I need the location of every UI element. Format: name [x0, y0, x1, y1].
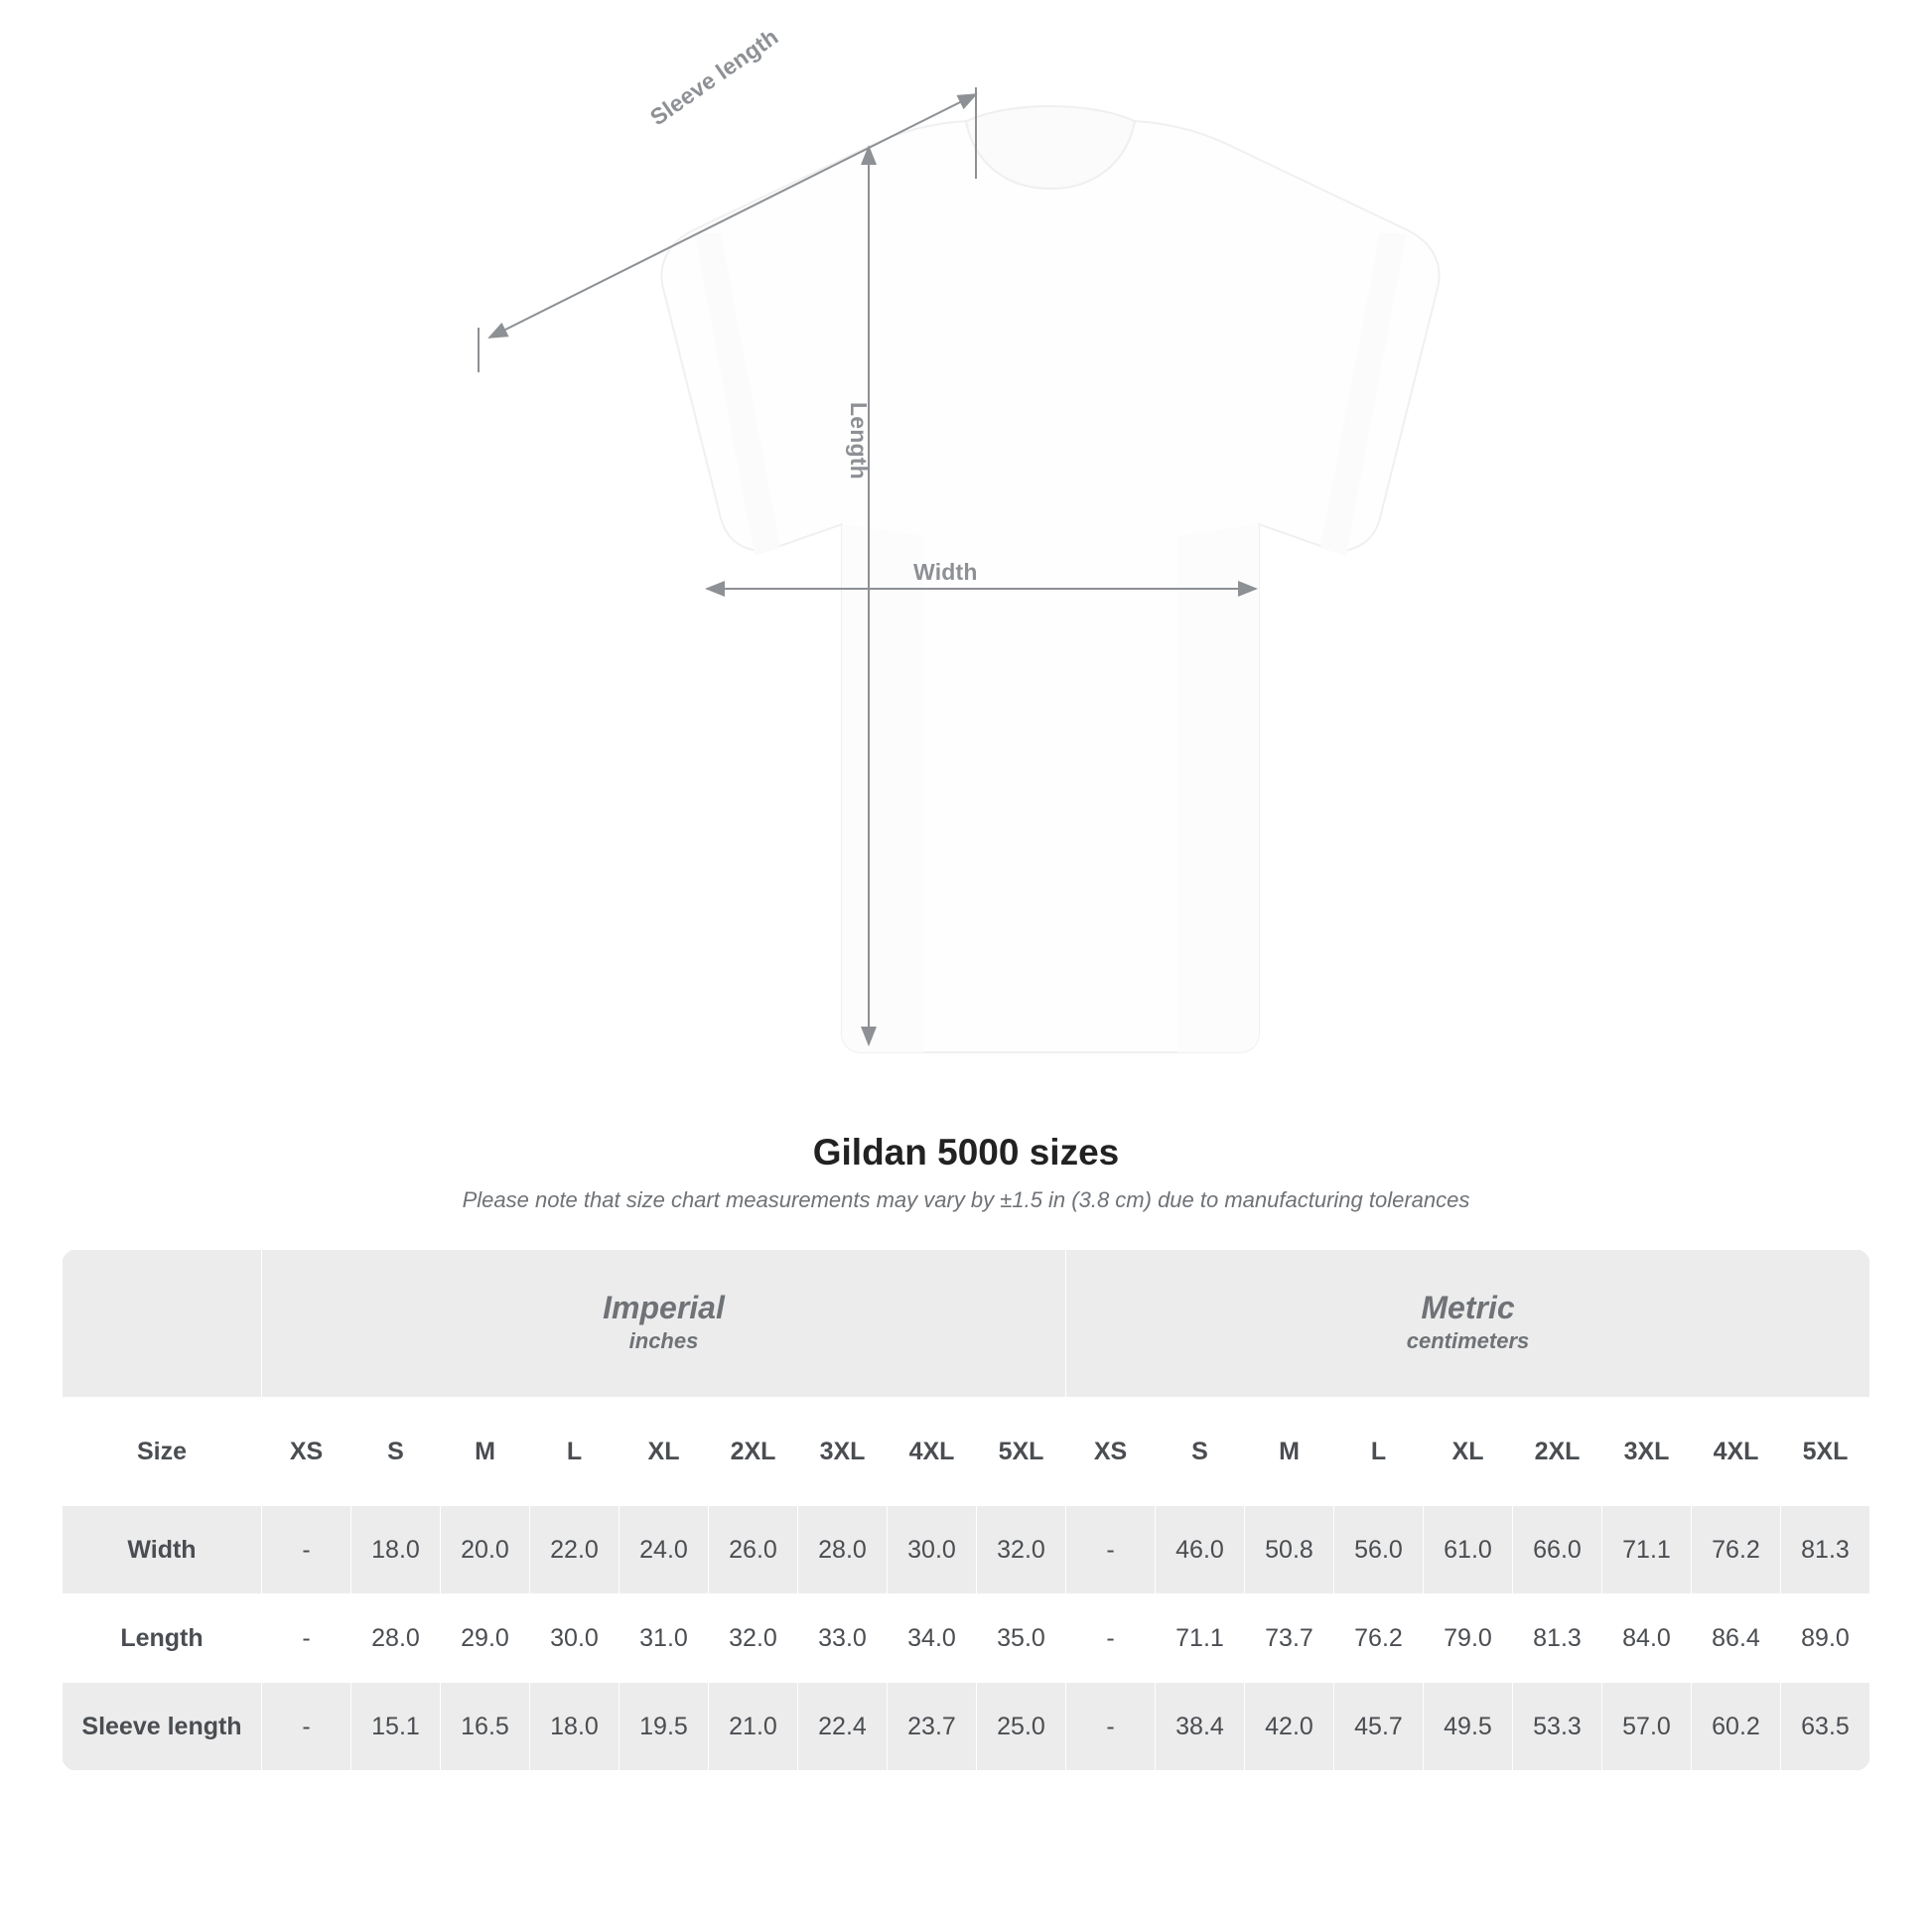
- width-label: Width: [913, 559, 978, 585]
- cell-length-metric-s: 71.1: [1156, 1594, 1245, 1683]
- length-label: Length: [846, 402, 872, 480]
- cell-width-imperial-5xl: 32.0: [977, 1506, 1066, 1594]
- col-head-imperial-l: L: [530, 1398, 620, 1506]
- sleeve-length-label: Sleeve length: [645, 23, 783, 131]
- cell-length-metric-4xl: 86.4: [1692, 1594, 1781, 1683]
- cell-width-metric-xl: 61.0: [1424, 1506, 1513, 1594]
- size-column-header: Size: [63, 1398, 262, 1506]
- cell-sleeve-metric-m: 42.0: [1245, 1683, 1334, 1771]
- col-head-imperial-2xl: 2XL: [709, 1398, 798, 1506]
- cell-length-metric-m: 73.7: [1245, 1594, 1334, 1683]
- cell-sleeve-metric-5xl: 63.5: [1781, 1683, 1870, 1771]
- system-name-metric: Metric: [1421, 1290, 1515, 1326]
- cell-length-metric-xl: 79.0: [1424, 1594, 1513, 1683]
- row-label-width: Width: [63, 1506, 262, 1594]
- cell-length-metric-l: 76.2: [1334, 1594, 1424, 1683]
- cell-sleeve-imperial-5xl: 25.0: [977, 1683, 1066, 1771]
- col-head-imperial-s: S: [351, 1398, 441, 1506]
- cell-sleeve-metric-3xl: 57.0: [1602, 1683, 1692, 1771]
- cell-length-imperial-4xl: 34.0: [888, 1594, 977, 1683]
- cell-length-imperial-5xl: 35.0: [977, 1594, 1066, 1683]
- size-table-body: [63, 1506, 1870, 1771]
- system-name-imperial: Imperial: [603, 1290, 725, 1326]
- cell-sleeve-imperial-l: 18.0: [530, 1683, 620, 1771]
- cell-width-imperial-4xl: 30.0: [888, 1506, 977, 1594]
- cell-length-metric-5xl: 89.0: [1781, 1594, 1870, 1683]
- col-head-imperial-4xl: 4XL: [888, 1398, 977, 1506]
- col-head-metric-xl: XL: [1424, 1398, 1513, 1506]
- cell-width-metric-3xl: 71.1: [1602, 1506, 1692, 1594]
- cell-width-imperial-3xl: 28.0: [798, 1506, 888, 1594]
- cell-width-imperial-xl: 24.0: [620, 1506, 709, 1594]
- cell-width-imperial-m: 20.0: [441, 1506, 530, 1594]
- col-head-imperial-xs: XS: [262, 1398, 351, 1506]
- table-row: [63, 1594, 1870, 1683]
- cell-length-imperial-xl: 31.0: [620, 1594, 709, 1683]
- size-table: [62, 1249, 1870, 1771]
- col-head-imperial-3xl: 3XL: [798, 1398, 888, 1506]
- cell-length-metric-2xl: 81.3: [1513, 1594, 1602, 1683]
- cell-sleeve-metric-xl: 49.5: [1424, 1683, 1513, 1771]
- col-head-metric-l: L: [1334, 1398, 1424, 1506]
- cell-sleeve-imperial-m: 16.5: [441, 1683, 530, 1771]
- cell-width-metric-l: 56.0: [1334, 1506, 1424, 1594]
- cell-width-metric-m: 50.8: [1245, 1506, 1334, 1594]
- system-header-row: [63, 1250, 1870, 1398]
- col-head-metric-4xl: 4XL: [1692, 1398, 1781, 1506]
- table-row: [63, 1683, 1870, 1771]
- cell-sleeve-imperial-2xl: 21.0: [709, 1683, 798, 1771]
- cell-width-metric-5xl: 81.3: [1781, 1506, 1870, 1594]
- cell-length-imperial-l: 30.0: [530, 1594, 620, 1683]
- corner-cell: [63, 1250, 262, 1398]
- cell-sleeve-imperial-3xl: 22.4: [798, 1683, 888, 1771]
- cell-length-imperial-m: 29.0: [441, 1594, 530, 1683]
- page-title: Gildan 5000 sizes: [812, 1132, 1120, 1173]
- col-head-imperial-5xl: 5XL: [977, 1398, 1066, 1506]
- cell-sleeve-imperial-xs: -: [262, 1683, 351, 1771]
- system-unit-imperial: inches: [628, 1328, 699, 1353]
- cell-width-imperial-xs: -: [262, 1506, 351, 1594]
- cell-sleeve-metric-s: 38.4: [1156, 1683, 1245, 1771]
- size-table-head: [63, 1250, 1870, 1506]
- tshirt-shape: [661, 106, 1439, 1052]
- cell-width-imperial-s: 18.0: [351, 1506, 441, 1594]
- cell-sleeve-metric-l: 45.7: [1334, 1683, 1424, 1771]
- cell-sleeve-metric-4xl: 60.2: [1692, 1683, 1781, 1771]
- cell-sleeve-imperial-xl: 19.5: [620, 1683, 709, 1771]
- tolerance-note: Please note that size chart measurements may vary by ±1.5 in (3.8 cm) due to manufacturing tolerances: [462, 1187, 1470, 1212]
- col-head-metric-xs: XS: [1066, 1398, 1156, 1506]
- cell-width-metric-xs: -: [1066, 1506, 1156, 1594]
- cell-length-imperial-s: 28.0: [351, 1594, 441, 1683]
- cell-length-imperial-xs: -: [262, 1594, 351, 1683]
- cell-sleeve-metric-xs: -: [1066, 1683, 1156, 1771]
- col-head-imperial-m: M: [441, 1398, 530, 1506]
- table-row: [63, 1506, 1870, 1594]
- cell-length-metric-3xl: 84.0: [1602, 1594, 1692, 1683]
- cell-sleeve-imperial-s: 15.1: [351, 1683, 441, 1771]
- size-table-container: [62, 1249, 1870, 1771]
- cell-width-imperial-l: 22.0: [530, 1506, 620, 1594]
- size-header-row: [63, 1398, 1870, 1506]
- system-header-imperial: [262, 1250, 1066, 1398]
- cell-length-imperial-2xl: 32.0: [709, 1594, 798, 1683]
- col-head-metric-3xl: 3XL: [1602, 1398, 1692, 1506]
- col-head-imperial-xl: XL: [620, 1398, 709, 1506]
- cell-width-imperial-2xl: 26.0: [709, 1506, 798, 1594]
- cell-length-imperial-3xl: 33.0: [798, 1594, 888, 1683]
- row-label-sleeve-length: Sleeve length: [63, 1683, 262, 1771]
- row-label-length: Length: [63, 1594, 262, 1683]
- col-head-metric-5xl: 5XL: [1781, 1398, 1870, 1506]
- cell-sleeve-metric-2xl: 53.3: [1513, 1683, 1602, 1771]
- col-head-metric-m: M: [1245, 1398, 1334, 1506]
- col-head-metric-s: S: [1156, 1398, 1245, 1506]
- cell-sleeve-imperial-4xl: 23.7: [888, 1683, 977, 1771]
- cell-length-metric-xs: -: [1066, 1594, 1156, 1683]
- chart-heading: [0, 1132, 1932, 1213]
- system-unit-metric: centimeters: [1406, 1328, 1530, 1353]
- system-header-metric: [1066, 1250, 1870, 1398]
- cell-width-metric-4xl: 76.2: [1692, 1506, 1781, 1594]
- cell-width-metric-s: 46.0: [1156, 1506, 1245, 1594]
- cell-width-metric-2xl: 66.0: [1513, 1506, 1602, 1594]
- col-head-metric-2xl: 2XL: [1513, 1398, 1602, 1506]
